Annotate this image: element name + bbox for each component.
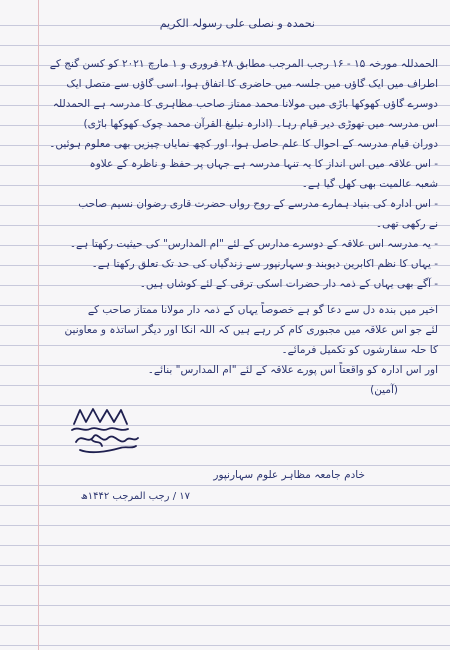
body-paragraph-2: [18, 300, 438, 400]
body-paragraph-1: [18, 54, 438, 294]
text-line: (آمین): [370, 384, 398, 396]
text-line: اطراف میں ایک گاؤں میں جلسہ میں حاضری کا اتفاق ہوا، اسی گاؤں سے متصل ایک: [66, 78, 438, 90]
text-line: کا حلہ سفارشوں کو تکمیل فرمائے۔: [281, 344, 438, 356]
text-line: - آگے بھی یہاں کے ذمہ دار حضرات اسکی ترقی کے لئے کوشاں ہیں۔: [139, 278, 438, 290]
text-line: شعبہ عالمیت بھی کھل گیا ہے۔: [301, 178, 438, 190]
text-line: اس مدرسہ میں تھوڑی دیر قیام رہا۔ (ادارہ تبلیغ القرآن محمد چوک کھوکھا باڑی): [83, 118, 438, 130]
text-line: الحمدللہ مورخہ ۱۵ - ۱۶ رجب المرجب مطابق ۲۸ فروری و ۱ مارچ ۲۰۲۱ کو کسن گنج کے: [49, 58, 438, 70]
signer-date: ۱۷ / رجب المرجب ۱۴۴۲ھ: [80, 491, 190, 502]
text-line: - یہاں کا نظم اکابرین دیوبند و سہارنپور سے زندگیاں کی حد تک تعلق رکھتا ہے۔: [91, 258, 438, 270]
text-line: لئے جو اس علاقہ میں مجبوری کام کر رہے ہیں کہ اللہ انکا اور دیگر اساتذہ و معاونین: [64, 324, 438, 336]
text-line: نے رکھی تھی۔: [375, 218, 438, 230]
text-line: اور اس ادارہ کو واقعتاً اس پورے علاقہ کے لئے "ام المدارس" بنائے۔: [147, 364, 438, 376]
signer-title: خادم جامعہ مظاہر علوم سہارنپور: [213, 469, 365, 481]
text-line: - یہ مدرسہ اس علاقہ کے دوسرے مدارس کے لئے "ام المدارس" کی حیثیت رکھتا ہے۔: [69, 238, 438, 250]
text-line: دوسرے گاؤں کھوکھا باڑی میں مولانا محمد ممتاز صاحب مظاہری کا مدرسہ ہے الحمدللہ: [52, 98, 438, 110]
heading: نحمدہ و نصلی علی رسولہ الکریم: [159, 17, 315, 30]
text-line: - اس ادارہ کی بنیاد ہمارے مدرسے کے روح رواں حضرت قاری رضوان نسیم صاحب: [78, 198, 438, 210]
text-line: اخیر میں بندہ دل سے دعا گو ہے خصوصاً یہاں کے ذمہ دار مولانا ممتاز صاحب کے: [87, 304, 438, 316]
text-line: دوران قیام مدرسہ کے احوال کا علم حاصل ہوا، اور کچھ نمایاں چیزیں بھی معلوم ہوئیں۔: [49, 138, 438, 150]
text-line: - اس علاقہ میں اس انداز کا یہ تنہا مدرسہ ہے جہاں پر حفظ و ناظرہ کے علاوہ: [89, 158, 438, 170]
signature: [62, 402, 152, 464]
